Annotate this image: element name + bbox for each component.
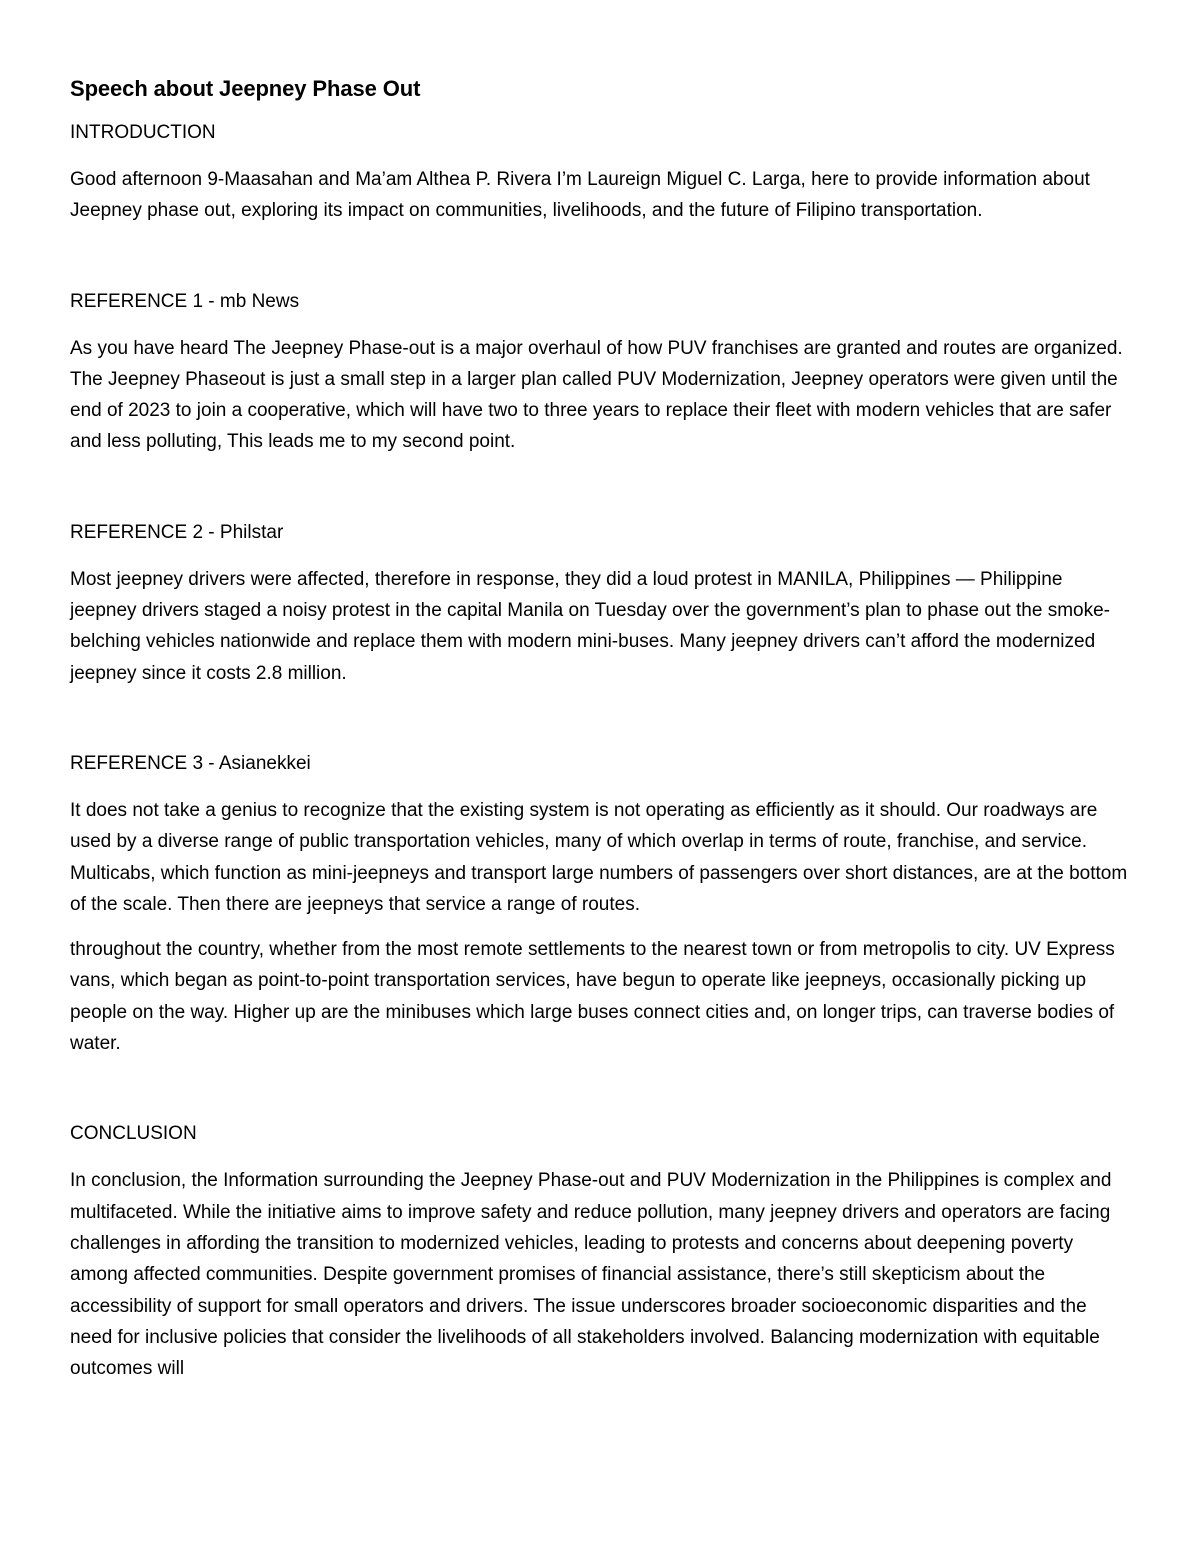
- reference-1-paragraph: As you have heard The Jeepney Phase-out is a major overhaul of how PUV franchises are granted and routes are organized. The Jeepney Phaseout is just a small step in a larger plan called PUV Modernization, Jeepney operators were given until the end of 2023 to join a cooperative, which will have two to three years to replace their fleet with modern vehicles that are safer and less polluting, This leads me to my second point.: [70, 337, 1123, 453]
- introduction-paragraph: Good afternoon 9-Maasahan and Ma’am Althea P. Rivera I’m Laureign Miguel C. Larga, here to provide information about Jeepney phase out, exploring its impact on communities, livelihoods, and the future of Filipino transportation.: [70, 169, 1090, 222]
- section-spacer: [70, 703, 1130, 751]
- reference-2-paragraph: Most jeepney drivers were affected, therefore in response, they did a loud protest in MANILA, Philippines — Philippine jeepney drivers staged a noisy protest in the capital Manila on Tuesday over the government’s plan to phase out the smoke-belching vehicles nationwide and replace them with modern mini-buses. Many jeepney drivers can’t afford the modernized jeepney since it costs 2.8 million.: [70, 568, 1110, 684]
- reference-3-heading: REFERENCE 3 - Asianekkei: [70, 752, 311, 774]
- reference-3-paragraph-2: throughout the country, whether from the most remote settlements to the nearest town or from metropolis to city. UV Express vans, which began as point-to-point transportation services, have begun to operate like jeepneys, occasionally picking up people on the way. Higher up are the minibuses which large buses connect cities and, on longer trips, can traverse bodies of water.: [70, 939, 1115, 1055]
- conclusion-paragraph: In conclusion, the Information surrounding the Jeepney Phase-out and PUV Modernization in the Philippines is complex and multifaceted. While the initiative aims to improve safety and reduce pollution, many jeepney drivers and operators are facing challenges in affording the transition to modernized vehicles, leading to protests and concerns about deepening poverty among affected communities. Despite government promises of financial assistance, there’s still skepticism about the accessibility of support for small operators and drivers. The issue underscores broader socioeconomic disparities and the need for inclusive policies that consider the livelihoods of all stakeholders involved. Balancing modernization with equitable outcomes will: [70, 1170, 1112, 1380]
- conclusion-heading: CONCLUSION: [70, 1123, 197, 1145]
- section-spacer: [70, 241, 1130, 289]
- document-title: Speech about Jeepney Phase Out: [70, 76, 421, 101]
- reference-2-heading: REFERENCE 2 - Philstar: [70, 521, 284, 543]
- reference-1-heading: REFERENCE 1 - mb News: [70, 290, 300, 312]
- section-spacer: [70, 1073, 1130, 1121]
- section-spacer: [70, 472, 1130, 520]
- introduction-heading: INTRODUCTION: [70, 122, 216, 143]
- reference-3-paragraph-1: It does not take a genius to recognize that the existing system is not operating as efficiently as it should. Our roadways are used by a diverse range of public transportation vehicles, many of which overlap in terms of route, franchise, and service. Multicabs, which function as mini-jeepneys and transport large numbers of passengers over short distances, are at the bottom of the scale. Then there are jeepneys that service a range of routes.: [70, 799, 1128, 915]
